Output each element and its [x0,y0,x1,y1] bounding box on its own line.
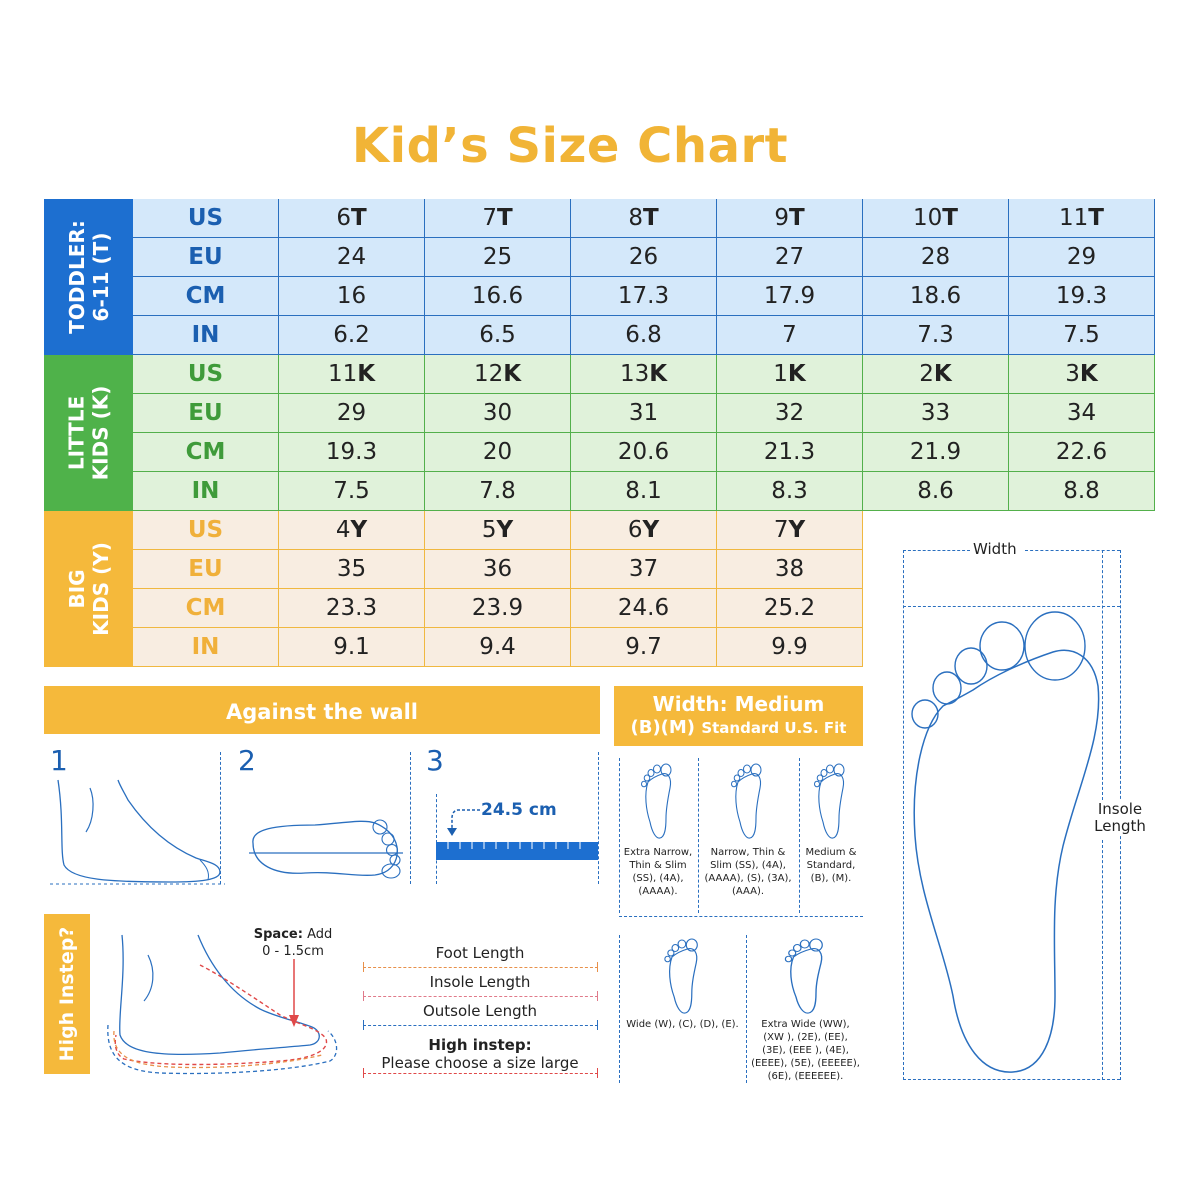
size-row-cm [133,589,863,628]
size-suffix: T [788,205,805,231]
size-cell [863,394,1009,433]
size-value: 21.9 [909,439,962,465]
size-value: 13 [619,361,650,387]
width-title: Width: Medium [652,692,825,716]
size-value: 20.6 [617,439,670,465]
size-value: 29 [336,400,367,426]
size-value: 11 [1059,205,1089,231]
size-suffix: T [942,205,958,231]
ruler-icon [436,842,598,860]
size-cell [571,316,717,355]
legend-label [362,944,598,962]
unit-label: CM [133,433,279,472]
size-value: 9.7 [625,634,662,660]
size-cell [571,589,717,628]
unit-label: US [133,199,279,238]
size-value: 12 [473,361,504,387]
size-suffix: K [649,361,668,387]
size-cell [717,316,863,355]
size-value: 7.3 [917,322,954,348]
size-row-us [133,355,1155,394]
group-label-line2: KIDS (K) [88,385,113,481]
size-value: 8.3 [771,478,808,504]
size-value: 9.1 [333,634,370,660]
size-cell [279,238,425,277]
size-cell [571,472,717,511]
group-label-text [65,386,113,481]
step-3-wall-line [436,794,437,884]
step-2-number: 2 [238,744,256,777]
unit-label: EU [133,394,279,433]
size-cell [863,238,1009,277]
size-cell [425,355,571,394]
size-cell [425,394,571,433]
size-row-us [133,511,863,550]
size-value: 25 [482,244,513,270]
size-value: 22.6 [1055,439,1108,465]
size-value: 9.4 [479,634,516,660]
foot-box-bottom [903,1079,1120,1080]
size-value: 7 [782,322,797,348]
legend-line [363,1073,598,1074]
width-line-left [903,550,970,551]
size-value: 34 [1066,400,1097,426]
size-cell [571,238,717,277]
legend-label-bold: High instep: [428,1036,532,1054]
size-cell [1009,472,1155,511]
group-label-line2: 6-11 (T) [88,232,113,322]
size-cell [425,277,571,316]
foot-width-icon [811,762,851,842]
size-value: 23.9 [471,595,524,621]
high-instep-banner [44,914,90,1074]
width-divider [698,758,699,913]
size-cell [571,511,717,550]
group-label-y [44,511,133,667]
size-cell [863,277,1009,316]
size-value: 8.6 [917,478,954,504]
unit-label: US [133,511,279,550]
size-cell [863,355,1009,394]
size-cell [1009,199,1155,238]
unit-label: IN [133,472,279,511]
size-cell [717,550,863,589]
space-add: Add [307,927,333,942]
size-value: 8 [628,205,643,231]
size-cell [279,511,425,550]
size-cell [425,550,571,589]
group-label-line2: KIDS (Y) [88,542,113,636]
step-2-divider [410,752,411,884]
size-suffix: T [642,205,659,231]
size-cell [863,316,1009,355]
size-suffix: K [787,361,806,387]
size-cell [863,199,1009,238]
size-value: 36 [482,556,513,582]
size-value: 6.2 [333,322,370,348]
insole-label: Insole [1097,800,1143,818]
size-value: 9.9 [771,634,808,660]
size-value: 3 [1065,361,1080,387]
size-value: 7.8 [479,478,516,504]
size-cell [279,550,425,589]
size-cell [863,472,1009,511]
width-divider [799,758,800,913]
size-cell [571,628,717,667]
space-note [248,926,338,960]
unit-label: CM [133,589,279,628]
width-type-label: Medium & Standard, (B), (M). [805,847,857,884]
size-value: 17.3 [617,283,670,309]
size-cell [279,472,425,511]
group-label-line1: BIG [64,569,89,609]
group-label-text [65,220,113,334]
size-cell [717,394,863,433]
width-type-label: Wide (W), (C), (D), (E). [626,1019,739,1030]
size-row-us [133,199,1155,238]
size-cell [1009,238,1155,277]
size-value: 33 [920,400,951,426]
size-suffix: Y [496,517,514,543]
width-code: (B)(M) [630,717,696,738]
size-cell [717,628,863,667]
size-cell [717,511,863,550]
size-value: 35 [336,556,367,582]
step-3-divider [598,752,599,884]
size-value: 38 [774,556,805,582]
foot-sole-icon [903,606,1103,1078]
size-value: 20 [482,439,513,465]
size-row-in [133,628,863,667]
size-suffix: K [503,361,522,387]
unit-label: IN [133,628,279,667]
size-value: 6.5 [479,322,516,348]
size-value: 21.3 [763,439,816,465]
size-value: 26 [628,244,659,270]
unit-label: US [133,355,279,394]
size-cell [1009,433,1155,472]
step-3-number: 3 [426,744,444,777]
unit-label: EU [133,550,279,589]
size-row-eu [133,550,863,589]
size-value: 2 [919,361,934,387]
size-cell [571,433,717,472]
group-label-line1: TODDLER: [64,220,89,334]
size-suffix: K [933,361,952,387]
size-cell [425,511,571,550]
unit-label: EU [133,238,279,277]
size-value: 29 [1066,244,1097,270]
size-value: 6 [336,205,351,231]
legend-label [362,1002,598,1020]
space-bold: Space: [253,927,303,942]
size-value: 16.6 [471,283,524,309]
page-title: Kid’s Size Chart [351,118,789,174]
size-value: 8.8 [1063,478,1100,504]
size-value: 19.3 [1055,283,1108,309]
size-row-eu [133,394,1155,433]
size-cell [425,433,571,472]
size-value: 30 [482,400,513,426]
size-value: 7.5 [1063,322,1100,348]
foot-width-icon [663,937,703,1017]
size-row-eu [133,238,1155,277]
size-value: 1 [773,361,788,387]
group-label-text [65,542,113,636]
length-label: Length [1094,817,1146,835]
size-cell [425,238,571,277]
legend-line [363,1025,598,1026]
arrow-icon [446,808,482,838]
space-range: 0 - 1.5cm [262,944,324,959]
size-value: 31 [628,400,659,426]
size-value: 27 [774,244,805,270]
width-line-right [1025,550,1120,551]
legend-line [363,996,598,997]
step-1-number: 1 [50,744,68,777]
legend-label [362,973,598,991]
size-cell [425,472,571,511]
size-suffix: Y [788,517,806,543]
size-value: 25.2 [763,595,816,621]
size-cell [1009,316,1155,355]
width-divider [619,935,620,1083]
width-subtitle [614,716,863,740]
size-value: 16 [336,283,367,309]
width-fit: Standard U.S. Fit [701,719,847,737]
size-cell [717,589,863,628]
size-value: 19.3 [325,439,378,465]
width-row-divider [619,916,863,917]
size-cell [717,238,863,277]
size-value: 7.5 [333,478,370,504]
size-cell [1009,394,1155,433]
big-foot-width-label: Width [970,540,1020,558]
width-type-label: Extra Wide (WW), (XW ), (2E), (EE), (3E), (EEE ), (4E), (EEEE), (5E), (EEEEE), (6E), (EEEEEE). [751,1019,860,1082]
size-cell [279,199,425,238]
against-wall-banner [44,686,600,734]
size-cell [425,316,571,355]
legend-label-text: Foot Length [435,944,525,962]
size-value: 6 [627,517,643,543]
size-value: 9 [774,205,789,231]
size-cell [279,355,425,394]
size-cell [279,433,425,472]
size-cell [571,550,717,589]
size-value: 17.9 [763,283,816,309]
size-cell [717,199,863,238]
group-label-t [44,199,133,355]
width-type-label: Extra Narrow, Thin & Slim (SS), (4A), (AAAA). [623,847,693,897]
size-suffix: Y [642,517,660,543]
size-cell [717,433,863,472]
foot-width-icon [786,937,826,1017]
measure-label: 24.5 cm [481,800,557,820]
size-cell [425,589,571,628]
unit-label: IN [133,316,279,355]
legend-label [362,1036,598,1072]
size-value: 7 [482,205,497,231]
size-cell [717,277,863,316]
size-cell [717,355,863,394]
size-suffix: T [1088,205,1104,231]
size-cell [571,199,717,238]
size-cell [279,589,425,628]
size-value: 6.8 [625,322,662,348]
foot-top-view-icon [245,815,410,880]
foot-width-icon [728,762,768,842]
size-value: 24 [336,244,367,270]
size-value: 32 [774,400,805,426]
size-row-cm [133,277,1155,316]
size-cell [425,628,571,667]
size-value: 37 [628,556,659,582]
unit-label: CM [133,277,279,316]
size-cell [571,394,717,433]
size-row-cm [133,433,1155,472]
legend-label-text: Outsole Length [422,1002,538,1020]
size-suffix: Y [350,517,368,543]
size-cell [863,433,1009,472]
size-value: 18.6 [909,283,962,309]
group-label-k [44,355,133,511]
size-value: 24.6 [617,595,670,621]
size-suffix: K [357,361,376,387]
legend-line [363,967,598,968]
size-cell [425,199,571,238]
high-instep-title: High Instep? [56,926,78,1062]
size-suffix: T [350,205,367,231]
size-cell [717,472,863,511]
foot-width-icon [638,762,678,842]
width-divider [619,758,620,913]
legend-label-text: Please choose a size large [381,1054,579,1072]
size-cell [279,394,425,433]
width-banner [614,686,863,746]
width-divider [746,935,747,1083]
size-cell [1009,277,1155,316]
size-row-in [133,472,1155,511]
group-label-line1: LITTLE [64,395,89,471]
size-row-in [133,316,1155,355]
size-suffix: T [496,205,513,231]
size-value: 28 [920,244,951,270]
size-value: 4 [335,517,351,543]
size-cell [1009,355,1155,394]
size-value: 8.1 [625,478,662,504]
size-cell [279,628,425,667]
width-type-label: Narrow, Thin & Slim (SS), (4A), (AAAA), (S), (3A), (AAA). [704,847,792,897]
size-suffix: K [1079,361,1098,387]
legend-label-text: Insole Length [429,973,531,991]
size-value: 7 [773,517,789,543]
size-cell [571,277,717,316]
size-value: 23.3 [325,595,378,621]
size-value: 5 [481,517,497,543]
size-value: 11 [327,361,358,387]
size-cell [571,355,717,394]
size-value: 10 [913,205,943,231]
foot-side-view-icon [50,780,225,885]
size-cell [279,316,425,355]
against-wall-title: Against the wall [226,700,418,724]
size-cell [279,277,425,316]
